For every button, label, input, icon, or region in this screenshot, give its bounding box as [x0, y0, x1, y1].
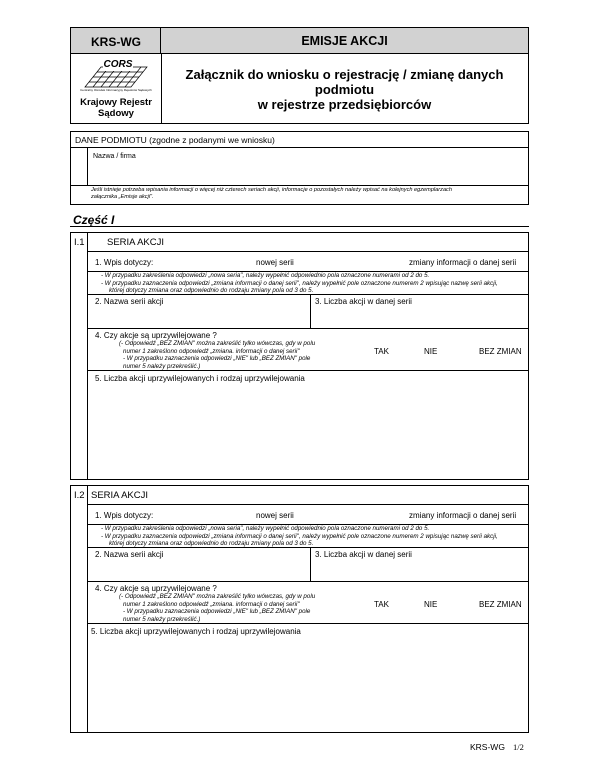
footer-code: KRS-WG	[470, 742, 505, 752]
i2-share-count-field[interactable]	[311, 548, 528, 580]
section-i1	[70, 232, 529, 480]
i1-option-no[interactable]: NIE	[424, 347, 438, 356]
registry-line-1: Krajowy Rejestr	[80, 97, 152, 108]
i2-field5-label: 5. Liczba akcji uprzywilejowanych i rodzaj uprzywilejowania	[91, 627, 301, 636]
i2-series-name-field[interactable]	[88, 548, 310, 580]
registry-line-2: Sądowy	[98, 108, 134, 119]
i1-notes	[101, 272, 498, 295]
i2-note-2: - W przypadku zaznaczenia odpowiedzi „zmiana informacji o danej serii", należy wypełnić pole oznaczone numerem 2 wpisując nazwę serii akcji,	[101, 532, 498, 540]
section-i1-number: I.1	[74, 237, 85, 248]
cors-logo	[79, 59, 153, 93]
entity-note-line-2: załącznika „Emisje akcji".	[91, 194, 154, 200]
i2-option-no[interactable]: NIE	[424, 600, 438, 609]
i2-notes	[101, 525, 498, 548]
i1-field4-label: 4. Czy akcje są uprzywilejowane ?	[95, 331, 217, 340]
i1-f4-note-4: numer 5 należy przekreślić.)	[123, 362, 201, 370]
i2-option-nochange[interactable]: BEZ ZMIAN	[479, 600, 522, 609]
i1-option-nochange[interactable]: BEZ ZMIAN	[479, 347, 522, 356]
i2-field4-notes	[119, 593, 315, 623]
header-box	[70, 27, 529, 124]
entity-section	[70, 131, 529, 205]
i2-f4-note-3: - W przypadku zaznaczenia odpowiedzi „NIE" lub „BEZ ZMIAN" pole	[123, 608, 311, 615]
form-code: KRS-WG	[91, 35, 141, 49]
i1-field5-label: 5. Liczba akcji uprzywilejowanych i rodzaj uprzywilejowania	[95, 374, 305, 383]
title-line-2: podmiotu	[314, 82, 375, 97]
i1-field2-label: 2. Nazwa serii akcji	[95, 297, 164, 306]
form-title: EMISJE AKCJI	[301, 34, 388, 48]
i1-field4-notes	[119, 340, 315, 370]
i2-note-3: której dotyczy zmiana oraz odpowiednio do rodzaju zmiany pola od 3 do 5.	[109, 540, 314, 547]
i1-field3-label: 3. Liczba akcji w danej serii	[315, 297, 412, 306]
section-i2-title: SERIA AKCJI	[91, 490, 149, 501]
i2-option-new[interactable]: nowej serii	[256, 511, 294, 520]
attachment-title	[161, 67, 528, 112]
registry-name	[71, 97, 161, 119]
i1-series-name-field[interactable]	[88, 295, 310, 327]
section-i1-title: SERIA AKCJI	[107, 237, 165, 248]
logo-caption: Centralny Ośrodek Informacyjny Rejestrów Sądowych	[80, 88, 152, 92]
i1-note-3: której dotyczy zmiana oraz odpowiednio do rodzaju zmiany pola od 3 do 5.	[109, 287, 314, 294]
title-line-1: Załącznik do wniosku o rejestrację / zmianę danych	[185, 67, 504, 82]
i1-f4-note-2: numer 1 zakreślono odpowiedź „zmiana. informacji o danej serii"	[123, 347, 300, 355]
logo-text: CORS	[103, 59, 133, 70]
i1-f4-note-3: - W przypadku zaznaczenia odpowiedzi „NIE" lub „BEZ ZMIAN" pole	[123, 355, 311, 362]
entity-note	[91, 187, 452, 201]
entity-note-line-1: Jeśli istnieje potrzeba wpisania informacji o więcej niż czterech seriach akcji, informacje o pozostałych należy wpisać na kolejnych egzemplarzach	[91, 187, 452, 193]
i1-f4-note-1: (- Odpowiedź „BEZ ZMIAN" można zakreślić tylko wówczas, gdy w polu	[119, 340, 316, 347]
i2-f4-note-2: numer 1 zakreślono odpowiedź „zmiana. informacji o danej serii"	[123, 600, 300, 608]
i1-note-1: - W przypadku zakreślenia odpowiedzi „nowa seria", należy wypełnić odpowiednio pola oznaczone numerami od 2 do 5.	[101, 272, 430, 279]
name-field[interactable]	[88, 148, 528, 185]
i1-option-new[interactable]: nowej serii	[256, 258, 294, 267]
title-line-3: w rejestrze przedsiębiorców	[257, 97, 432, 112]
i2-field1-label: 1. Wpis dotyczy:	[95, 511, 154, 520]
footer-page: 1/2	[513, 742, 524, 752]
entity-heading: DANE PODMIOTU (zgodne z podanymi we wniosku)	[75, 135, 275, 145]
section-i2	[70, 485, 529, 733]
i2-option-yes[interactable]: TAK	[374, 600, 389, 609]
i2-preferred-shares-field[interactable]	[88, 638, 528, 732]
i1-preferred-shares-field[interactable]	[88, 385, 528, 479]
part-title: Część I	[73, 213, 115, 227]
i2-field2-label: 2. Nazwa serii akcji	[95, 550, 164, 559]
i2-f4-note-4: numer 5 należy przekreślić.)	[123, 615, 201, 623]
i1-share-count-field[interactable]	[311, 295, 528, 327]
i2-option-change[interactable]: zmiany informacji o danej serii	[409, 511, 517, 520]
section-i2-number: I.2	[74, 490, 85, 501]
i2-field3-label: 3. Liczba akcji w danej serii	[315, 550, 412, 559]
i1-option-yes[interactable]: TAK	[374, 347, 389, 356]
i1-field1-label: 1. Wpis dotyczy:	[95, 258, 154, 267]
i2-note-1: - W przypadku zakreślenia odpowiedzi „nowa seria", należy wypełnić odpowiednio pola oznaczone numerami od 2 do 5.	[101, 525, 430, 532]
name-label: Nazwa / firma	[93, 153, 136, 160]
i1-option-change[interactable]: zmiany informacji o danej serii	[409, 258, 517, 267]
i2-f4-note-1: (- Odpowiedź „BEZ ZMIAN" można zakreślić tylko wówczas, gdy w polu	[119, 593, 316, 600]
i1-note-2: - W przypadku zaznaczenia odpowiedzi „zmiana informacji o danej serii", należy wypełnić pole oznaczone numerem 2 wpisując nazwę serii akcji,	[101, 279, 498, 287]
i2-field4-label: 4. Czy akcje są uprzywilejowane ?	[95, 584, 217, 593]
